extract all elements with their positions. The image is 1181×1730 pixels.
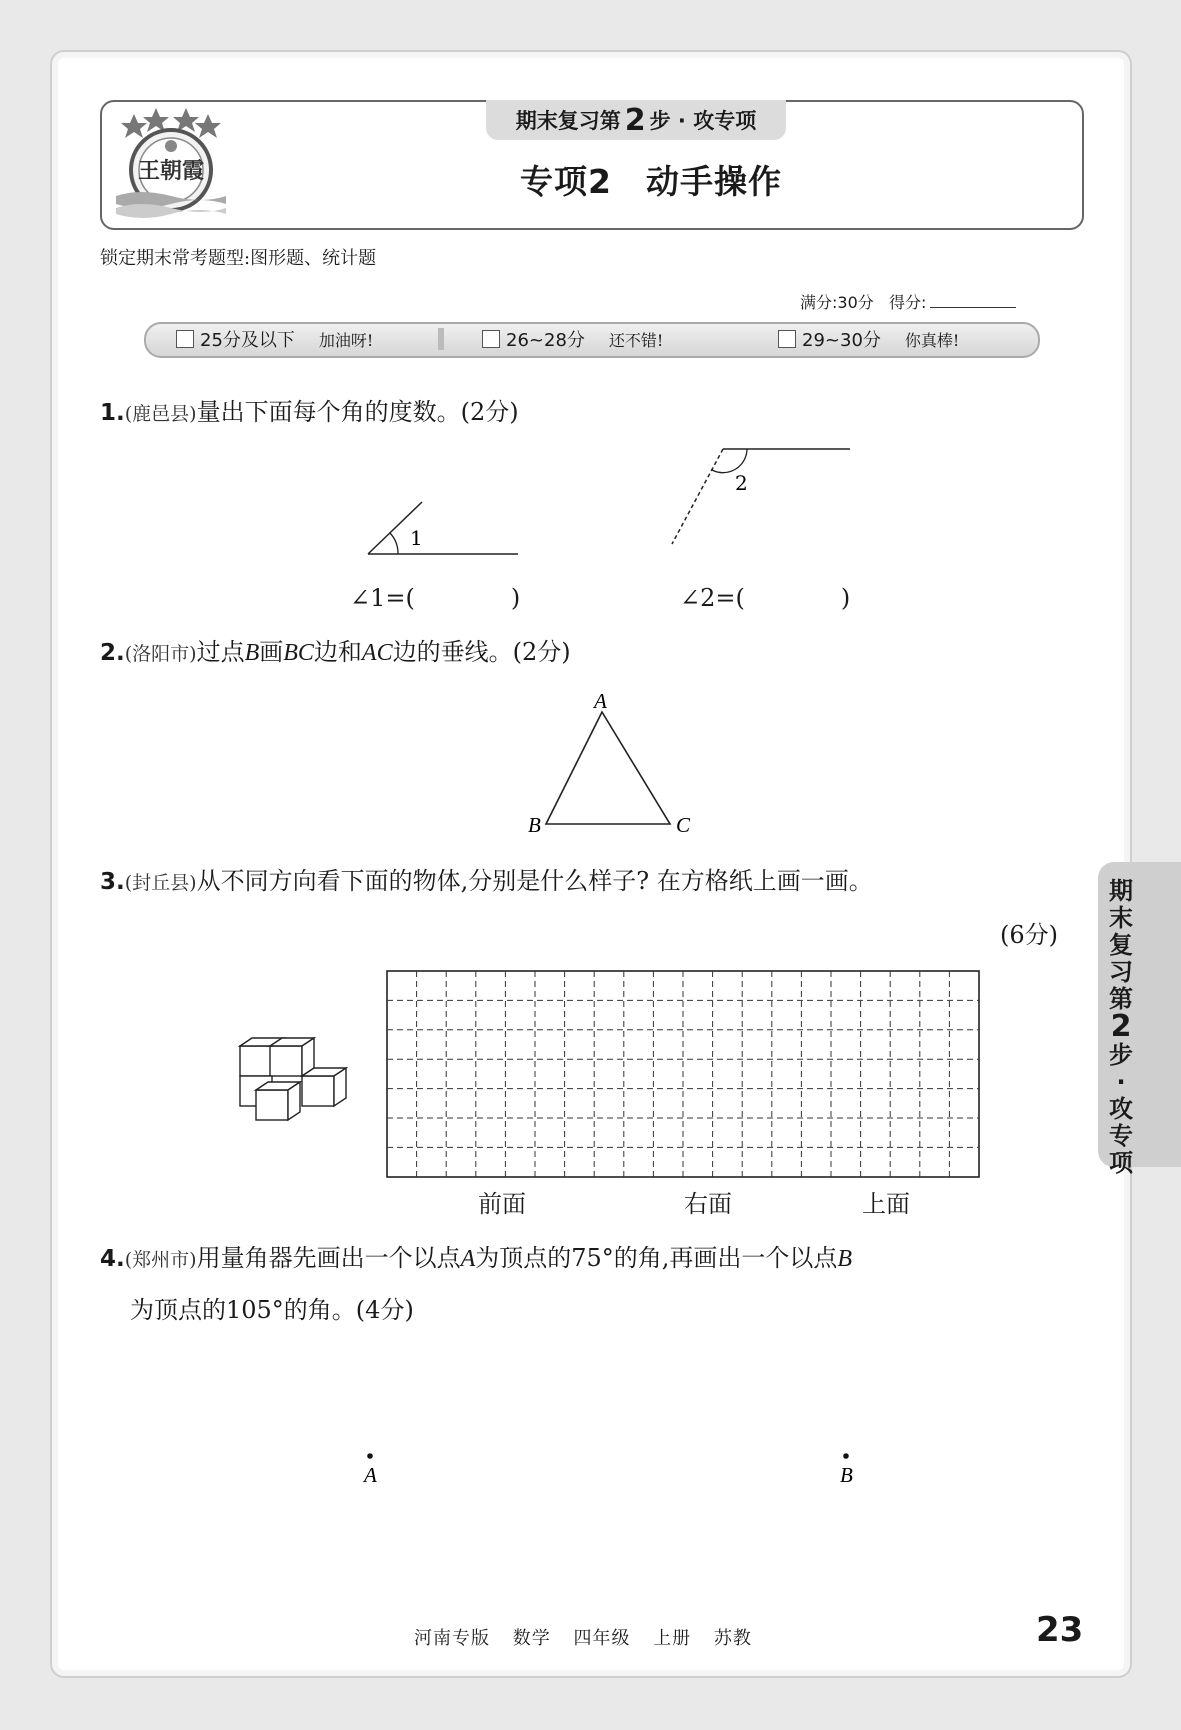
question-3: 3.(封丘县)从不同方向看下面的物体,分别是什么样子? 在方格纸上画一画。 xyxy=(100,867,873,895)
svg-text:B: B xyxy=(528,813,541,837)
rating-high: 29~30分 你真棒! xyxy=(778,326,959,352)
point-a[interactable] xyxy=(356,1450,396,1490)
section-title: 专项2 动手操作 xyxy=(520,162,782,201)
view-label-front: 前面 xyxy=(478,1190,526,1218)
question-4: 4.(郑州市)用量角器先画出一个以点A为顶点的75°的角,再画出一个以点B xyxy=(100,1244,853,1272)
question-1: 1.(鹿邑县)量出下面每个角的度数。(2分) xyxy=(100,398,519,426)
rating-checkbox[interactable] xyxy=(176,330,194,348)
svg-text:2: 2 xyxy=(735,471,748,495)
question-2: 2.(洛阳市)过点B画BC边和AC边的垂线。(2分) xyxy=(100,638,571,666)
svg-text:A: A xyxy=(594,689,607,713)
footer-text: 河南专版 数学 四年级 上册 苏教 xyxy=(414,1628,752,1649)
publisher-logo xyxy=(110,104,232,222)
question-3-points: (6分) xyxy=(1000,921,1058,949)
page-number: 23 xyxy=(1036,1610,1084,1650)
rating-checkbox[interactable] xyxy=(778,330,796,348)
view-label-top: 上面 xyxy=(862,1190,910,1218)
point-b[interactable] xyxy=(832,1450,872,1490)
cheer-text: 你真棒! xyxy=(904,330,960,350)
step-banner: 期末复习第 2 步 · 攻专项 xyxy=(486,100,786,140)
svg-text:1: 1 xyxy=(410,526,423,550)
subtitle: 锁定期末常考题型:图形题、统计题 xyxy=(100,248,377,269)
side-tab-label: 期末复习第2步·攻专项 xyxy=(1109,877,1133,1177)
view-label-right: 右面 xyxy=(684,1190,732,1218)
cheer-text: 加油呀! xyxy=(318,330,374,350)
svg-text:C: C xyxy=(676,813,691,837)
triangle-abc xyxy=(520,686,700,838)
svg-text:A: A xyxy=(364,1463,377,1487)
question-4-line-2: 为顶点的105°的角。(4分) xyxy=(130,1296,414,1324)
cube-stack-figure xyxy=(236,1034,348,1134)
rating-mid: 26~28分 还不错! xyxy=(482,326,663,352)
score-line: 满分:30分 得分: xyxy=(800,290,1016,313)
answer-angle-2[interactable]: ∠2=( ) xyxy=(680,584,851,612)
answer-angle-1[interactable]: ∠1=( ) xyxy=(350,584,521,612)
angle-figures xyxy=(360,440,860,560)
svg-text:B: B xyxy=(840,1463,853,1487)
svg-text:王朝霞: 王朝霞 xyxy=(137,158,205,184)
grid-paper[interactable] xyxy=(386,970,982,1180)
cheer-text: 还不错! xyxy=(608,330,664,350)
rating-checkbox[interactable] xyxy=(482,330,500,348)
rating-low: 25分及以下 加油呀! xyxy=(176,326,373,352)
score-blank[interactable] xyxy=(930,307,1016,308)
